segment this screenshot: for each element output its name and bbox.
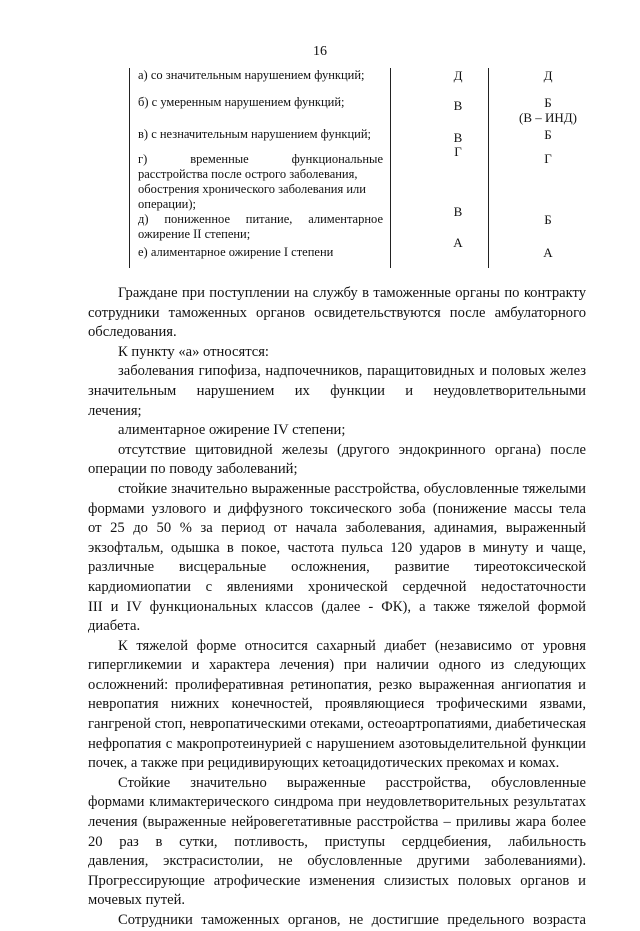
paragraph-line: мочевых путей. bbox=[88, 892, 186, 909]
table-row-e-text bbox=[138, 212, 383, 242]
paragraph-line: Стойкие значительно выраженные расстройства, обусловленные bbox=[118, 774, 586, 791]
paragraph-line: Прогрессирующие атрофические изменения слизистых половых органов и bbox=[88, 872, 586, 889]
table-row-e-col2: В bbox=[453, 204, 463, 219]
paragraph-line: почек, а также при рецидивирующих кетоацидотических прекомах и комах. bbox=[88, 755, 560, 772]
paragraph-line: лечения; bbox=[88, 402, 142, 419]
table-row-e-line: ожирение II степени; bbox=[138, 227, 251, 241]
paragraph-line: III и IV функциональных классов (далее - ФК), а также тяжелой формой bbox=[88, 598, 586, 615]
conditions-table bbox=[0, 0, 640, 270]
table-row-d-col3: Г bbox=[544, 151, 552, 166]
table-row-a-text: а) со значительным нарушением функций; bbox=[138, 68, 365, 82]
page-number: 16 bbox=[313, 44, 327, 59]
paragraph-line: гангреной стоп, невропатическими отеками, остеоартропатиями, диабетическая bbox=[88, 716, 586, 733]
table-row-d-line: операции); bbox=[138, 197, 196, 211]
table-row-d-line: г) временные функциональные bbox=[138, 152, 383, 166]
paragraph-line: диабета. bbox=[88, 618, 141, 635]
table-row-f-col2: А bbox=[453, 235, 463, 250]
table-row-d-col2: Г bbox=[454, 144, 462, 159]
table-row-a-col3: Д bbox=[543, 68, 553, 83]
table-row-f-col3: А bbox=[543, 245, 553, 260]
table-row-c-text: в) с незначительным нарушением функций; bbox=[138, 127, 372, 141]
table-row-d-text bbox=[138, 152, 383, 212]
table-border-middle bbox=[390, 68, 391, 268]
paragraph-line: заболевания гипофиза, надпочечников, паращитовидных и половых желез bbox=[118, 363, 586, 380]
table-row-e-col3: Б bbox=[544, 212, 552, 227]
table-border-left bbox=[129, 68, 130, 268]
body-text bbox=[88, 284, 586, 931]
paragraph-line: Граждане при поступлении на службу в таможенные органы по контракту bbox=[118, 285, 586, 301]
table-row-a-col2: Д bbox=[453, 68, 463, 83]
paragraph-line: обследования. bbox=[88, 324, 177, 341]
paragraph-line: гипергликемии и характера лечения) при наличии одного из следующих bbox=[88, 657, 586, 674]
paragraph-line: кардиомиопатии с явлениями хронической сердечной недостаточности bbox=[88, 578, 586, 595]
paragraph-line: нефропатия с макропротеинурией с нарушением азотовыделительной функции bbox=[88, 735, 586, 752]
paragraph-line: формами климактерического синдрома при неудовлетворительных результатах bbox=[88, 794, 586, 811]
paragraph-line: операции по поводу заболеваний; bbox=[88, 461, 298, 478]
paragraph-line: невропатия нижних конечностей, проявляющиеся трофическими язвами, bbox=[88, 696, 586, 713]
table-row-b-col3: Б bbox=[544, 95, 552, 110]
paragraph-line: сотрудники таможенных органов освидетельствуются после амбулаторного bbox=[88, 304, 586, 321]
paragraph-line: давления, экстрасистолии, не обусловленные другими заболеваниями). bbox=[88, 853, 586, 870]
paragraph-line: 20 раз в сутки, потливость, приступы сердцебиения, лабильность bbox=[88, 833, 586, 850]
paragraph-line: лечения (выраженные нейровегетативные расстройства – приливы жара более bbox=[88, 814, 586, 831]
paragraph-line: К пункту «а» относятся: bbox=[118, 343, 269, 360]
paragraph-line: различные висцеральные осложнения, развитие тиреотоксической bbox=[88, 559, 586, 576]
table-row-b-col2: В bbox=[453, 98, 463, 113]
table-row-c-col2: В bbox=[453, 130, 463, 145]
paragraph-line: К тяжелой форме относится сахарный диабет (независимо от уровня bbox=[118, 637, 586, 654]
paragraph-line: от 25 до 50 % за период от начала заболевания, адинамия, выраженный bbox=[88, 520, 586, 537]
table-border-right bbox=[488, 68, 489, 268]
table-row-e-line: д) пониженное питание, алиментарное bbox=[138, 212, 383, 226]
paragraph-line: осложнений: пролиферативная ретинопатия, резко выраженная ангиопатия и bbox=[88, 676, 586, 693]
table-row-d-line: расстройства после острого заболевания, bbox=[138, 167, 358, 181]
paragraph-line: алиментарное ожирение IV степени; bbox=[118, 422, 346, 439]
paragraph-line: стойкие значительно выраженные расстройства, обусловленные тяжелыми bbox=[118, 480, 586, 497]
table-row-d-line: обострения хронического заболевания или bbox=[138, 182, 366, 196]
table-row-b-text: б) с умеренным нарушением функций; bbox=[138, 95, 345, 109]
paragraph-line: отсутствие щитовидной железы (другого эндокринного органа) после bbox=[118, 441, 586, 458]
paragraph-line: Сотрудники таможенных органов, не достигшие предельного возраста bbox=[118, 912, 586, 928]
paragraph-line: формами узлового и диффузного токсического зоба (понижение массы тела bbox=[88, 500, 586, 517]
table-row-c-col3: Б bbox=[544, 127, 552, 142]
paragraph-line: значительным нарушением их функции и неудовлетворительными bbox=[88, 382, 586, 399]
table-row-b-col3-extra: (В – ИНД) bbox=[519, 110, 577, 125]
paragraph-line: экзофтальм, одышка в покое, частота пульса 120 ударов в минуту и чаще, bbox=[88, 539, 586, 556]
table-row-f-text: е) алиментарное ожирение I степени bbox=[138, 245, 334, 259]
